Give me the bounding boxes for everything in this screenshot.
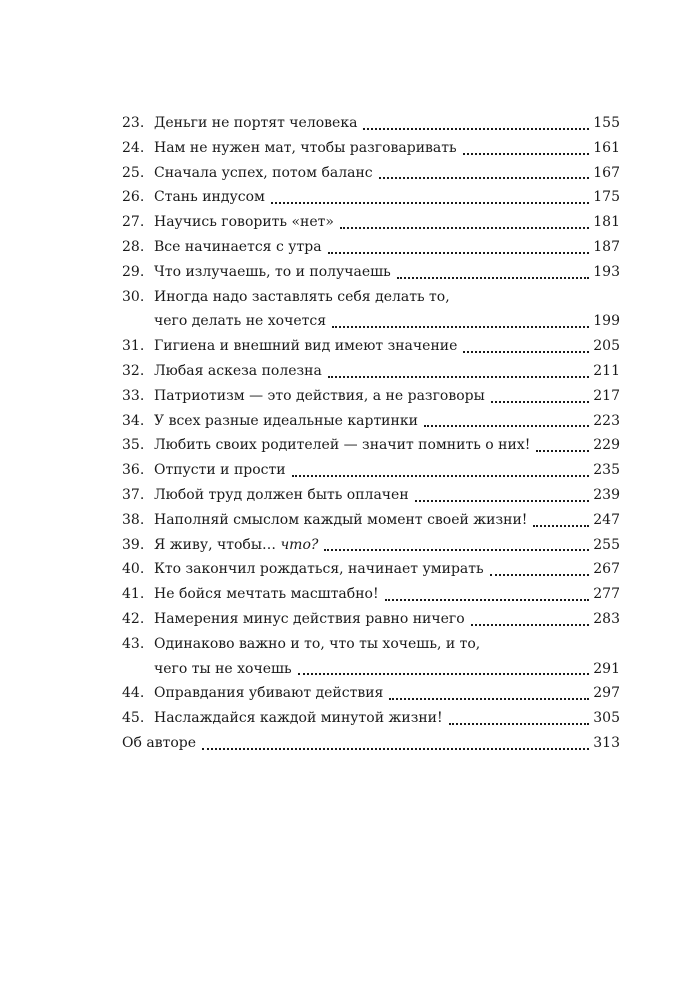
toc-entry — [122, 706, 620, 731]
entry-number: 31. — [122, 338, 145, 355]
dot-leader — [463, 351, 589, 353]
dot-leader — [463, 153, 590, 155]
dot-leader — [328, 252, 590, 254]
toc-entry — [122, 681, 620, 706]
entry-title: У всех разные идеальные картинки — [154, 412, 418, 429]
entry-title: Любая аскеза полезна — [154, 362, 322, 379]
entry-title: Наслаждайся каждой минутой жизни! — [154, 710, 443, 727]
entry-page-number: 255 — [593, 536, 620, 553]
toc-entry — [122, 384, 620, 409]
toc-entry — [122, 260, 620, 285]
entry-title — [154, 533, 318, 558]
toc-entry — [122, 111, 620, 136]
entry-title: Одинаково важно и то, что ты хочешь, и то, — [154, 635, 481, 652]
dot-leader — [202, 748, 589, 750]
toc-entry — [122, 161, 620, 186]
entry-number: 40. — [122, 561, 145, 578]
dot-leader — [471, 624, 590, 626]
entry-number: 25. — [122, 164, 145, 181]
entry-number: 39. — [122, 536, 145, 553]
toc-entry — [122, 582, 620, 607]
entry-title: Любой труд должен быть оплачен — [154, 486, 409, 503]
dot-leader — [340, 227, 589, 229]
entry-number: 28. — [122, 238, 145, 255]
entry-page-number: 175 — [593, 189, 620, 206]
dot-leader — [328, 376, 589, 378]
entry-number: 33. — [122, 387, 145, 404]
dot-leader — [298, 673, 590, 675]
entry-number: 41. — [122, 586, 145, 603]
entry-page-number: 167 — [593, 164, 620, 181]
toc-entry-about-author — [122, 731, 620, 756]
entry-title-text: Я живу, чтобы… — [154, 536, 276, 553]
toc-entry — [122, 458, 620, 483]
entry-page-number: 161 — [593, 139, 620, 156]
dot-leader — [379, 177, 590, 179]
entry-page-number: 267 — [593, 561, 620, 578]
entry-title: Наполняй смыслом каждый момент своей жизни! — [154, 511, 528, 528]
entry-page-number: 277 — [593, 586, 620, 603]
entry-title-continuation: чего ты не хочешь — [154, 660, 292, 677]
dot-leader — [533, 525, 589, 527]
entry-title: Все начинается с утра — [154, 238, 322, 255]
entry-number: 29. — [122, 263, 145, 280]
entry-title: Научись говорить «нет» — [154, 214, 334, 231]
entry-page-number: 305 — [593, 710, 620, 727]
entry-number: 42. — [122, 610, 145, 627]
entry-title-continuation: чего делать не хочется — [154, 313, 327, 330]
dot-leader — [415, 500, 590, 502]
entry-page-number: 181 — [593, 214, 620, 231]
entry-page-number: 199 — [593, 313, 620, 330]
dot-leader — [271, 202, 589, 204]
toc-entry — [122, 359, 620, 384]
entry-title: Кто закончил рождаться, начинает умирать — [154, 561, 484, 578]
entry-title: Отпусти и прости — [154, 462, 286, 479]
entry-page-number: 193 — [593, 263, 620, 280]
entry-number: 32. — [122, 362, 145, 379]
toc-entry — [122, 409, 620, 434]
entry-page-number: 205 — [593, 338, 620, 355]
entry-page-number: 217 — [593, 387, 620, 404]
toc-entry — [122, 433, 620, 458]
dot-leader — [536, 450, 589, 452]
entry-number: 35. — [122, 437, 145, 454]
toc-entry — [122, 632, 620, 682]
toc-entry — [122, 235, 620, 260]
table-of-contents — [122, 111, 620, 756]
entry-page-number: 239 — [593, 486, 620, 503]
entry-first-line — [122, 632, 620, 657]
entry-title: Сначала успех, потом баланс — [154, 164, 373, 181]
entry-number: 43. — [122, 635, 145, 652]
entry-page-number: 155 — [593, 115, 620, 131]
toc-entry — [122, 285, 620, 335]
toc-entry — [122, 483, 620, 508]
toc-entry — [122, 334, 620, 359]
entry-title: Гигиена и внешний вид имеют значение — [154, 338, 458, 355]
toc-entry — [122, 533, 620, 558]
dot-leader — [389, 698, 589, 700]
entry-title-italic: что? — [280, 536, 319, 553]
toc-entry — [122, 557, 620, 582]
toc-entry — [122, 607, 620, 632]
entry-title: Нам не нужен мат, чтобы разговаривать — [154, 139, 457, 156]
entry-number: 24. — [122, 139, 145, 156]
entry-number: 38. — [122, 511, 145, 528]
entry-number: 26. — [122, 189, 145, 206]
entry-title: Иногда надо заставлять себя делать то, — [154, 288, 450, 305]
toc-entry — [122, 185, 620, 210]
entry-title: Деньги не портят человека — [154, 115, 358, 131]
entry-page-number: 247 — [593, 511, 620, 528]
entry-title: Патриотизм — это действия, а не разговоры — [154, 387, 485, 404]
toc-entry — [122, 508, 620, 533]
entry-title: Любить своих родителей — значит помнить о них! — [154, 437, 531, 454]
entry-number: 23. — [122, 115, 145, 131]
entry-title: Намерения минус действия равно ничего — [154, 610, 465, 627]
entry-number: 45. — [122, 710, 145, 727]
entry-page-number: 235 — [593, 462, 620, 479]
toc-entry — [122, 136, 620, 161]
entry-title: Оправдания убивают действия — [154, 685, 384, 702]
entry-number: 36. — [122, 462, 145, 479]
dot-leader — [490, 574, 590, 576]
dot-leader — [324, 549, 589, 551]
dot-leader — [385, 599, 590, 601]
entry-first-line — [122, 285, 620, 310]
dot-leader — [292, 475, 590, 477]
entry-page-number: 313 — [593, 734, 620, 751]
entry-title: Не бойся мечтать масштабно! — [154, 586, 379, 603]
entry-page-number: 211 — [593, 362, 620, 379]
dot-leader — [424, 425, 589, 427]
entry-title: Об авторе — [122, 734, 197, 751]
entry-number: 37. — [122, 486, 145, 503]
entry-page-number: 283 — [593, 610, 620, 627]
entry-page-number: 229 — [593, 437, 620, 454]
entry-page-number: 291 — [593, 660, 620, 677]
dot-leader — [332, 326, 589, 328]
dot-leader — [397, 277, 589, 279]
dot-leader — [491, 401, 590, 403]
entry-page-number: 297 — [593, 685, 620, 702]
dot-leader — [363, 128, 589, 130]
entry-number: 34. — [122, 412, 145, 429]
toc-entry — [122, 210, 620, 235]
entry-number: 27. — [122, 214, 145, 231]
dot-leader — [449, 723, 590, 725]
entry-number: 30. — [122, 288, 145, 305]
entry-title: Стань индусом — [154, 189, 265, 206]
entry-page-number: 223 — [593, 412, 620, 429]
entry-title: Что излучаешь, то и получаешь — [154, 263, 391, 280]
entry-number: 44. — [122, 685, 145, 702]
entry-page-number: 187 — [593, 238, 620, 255]
